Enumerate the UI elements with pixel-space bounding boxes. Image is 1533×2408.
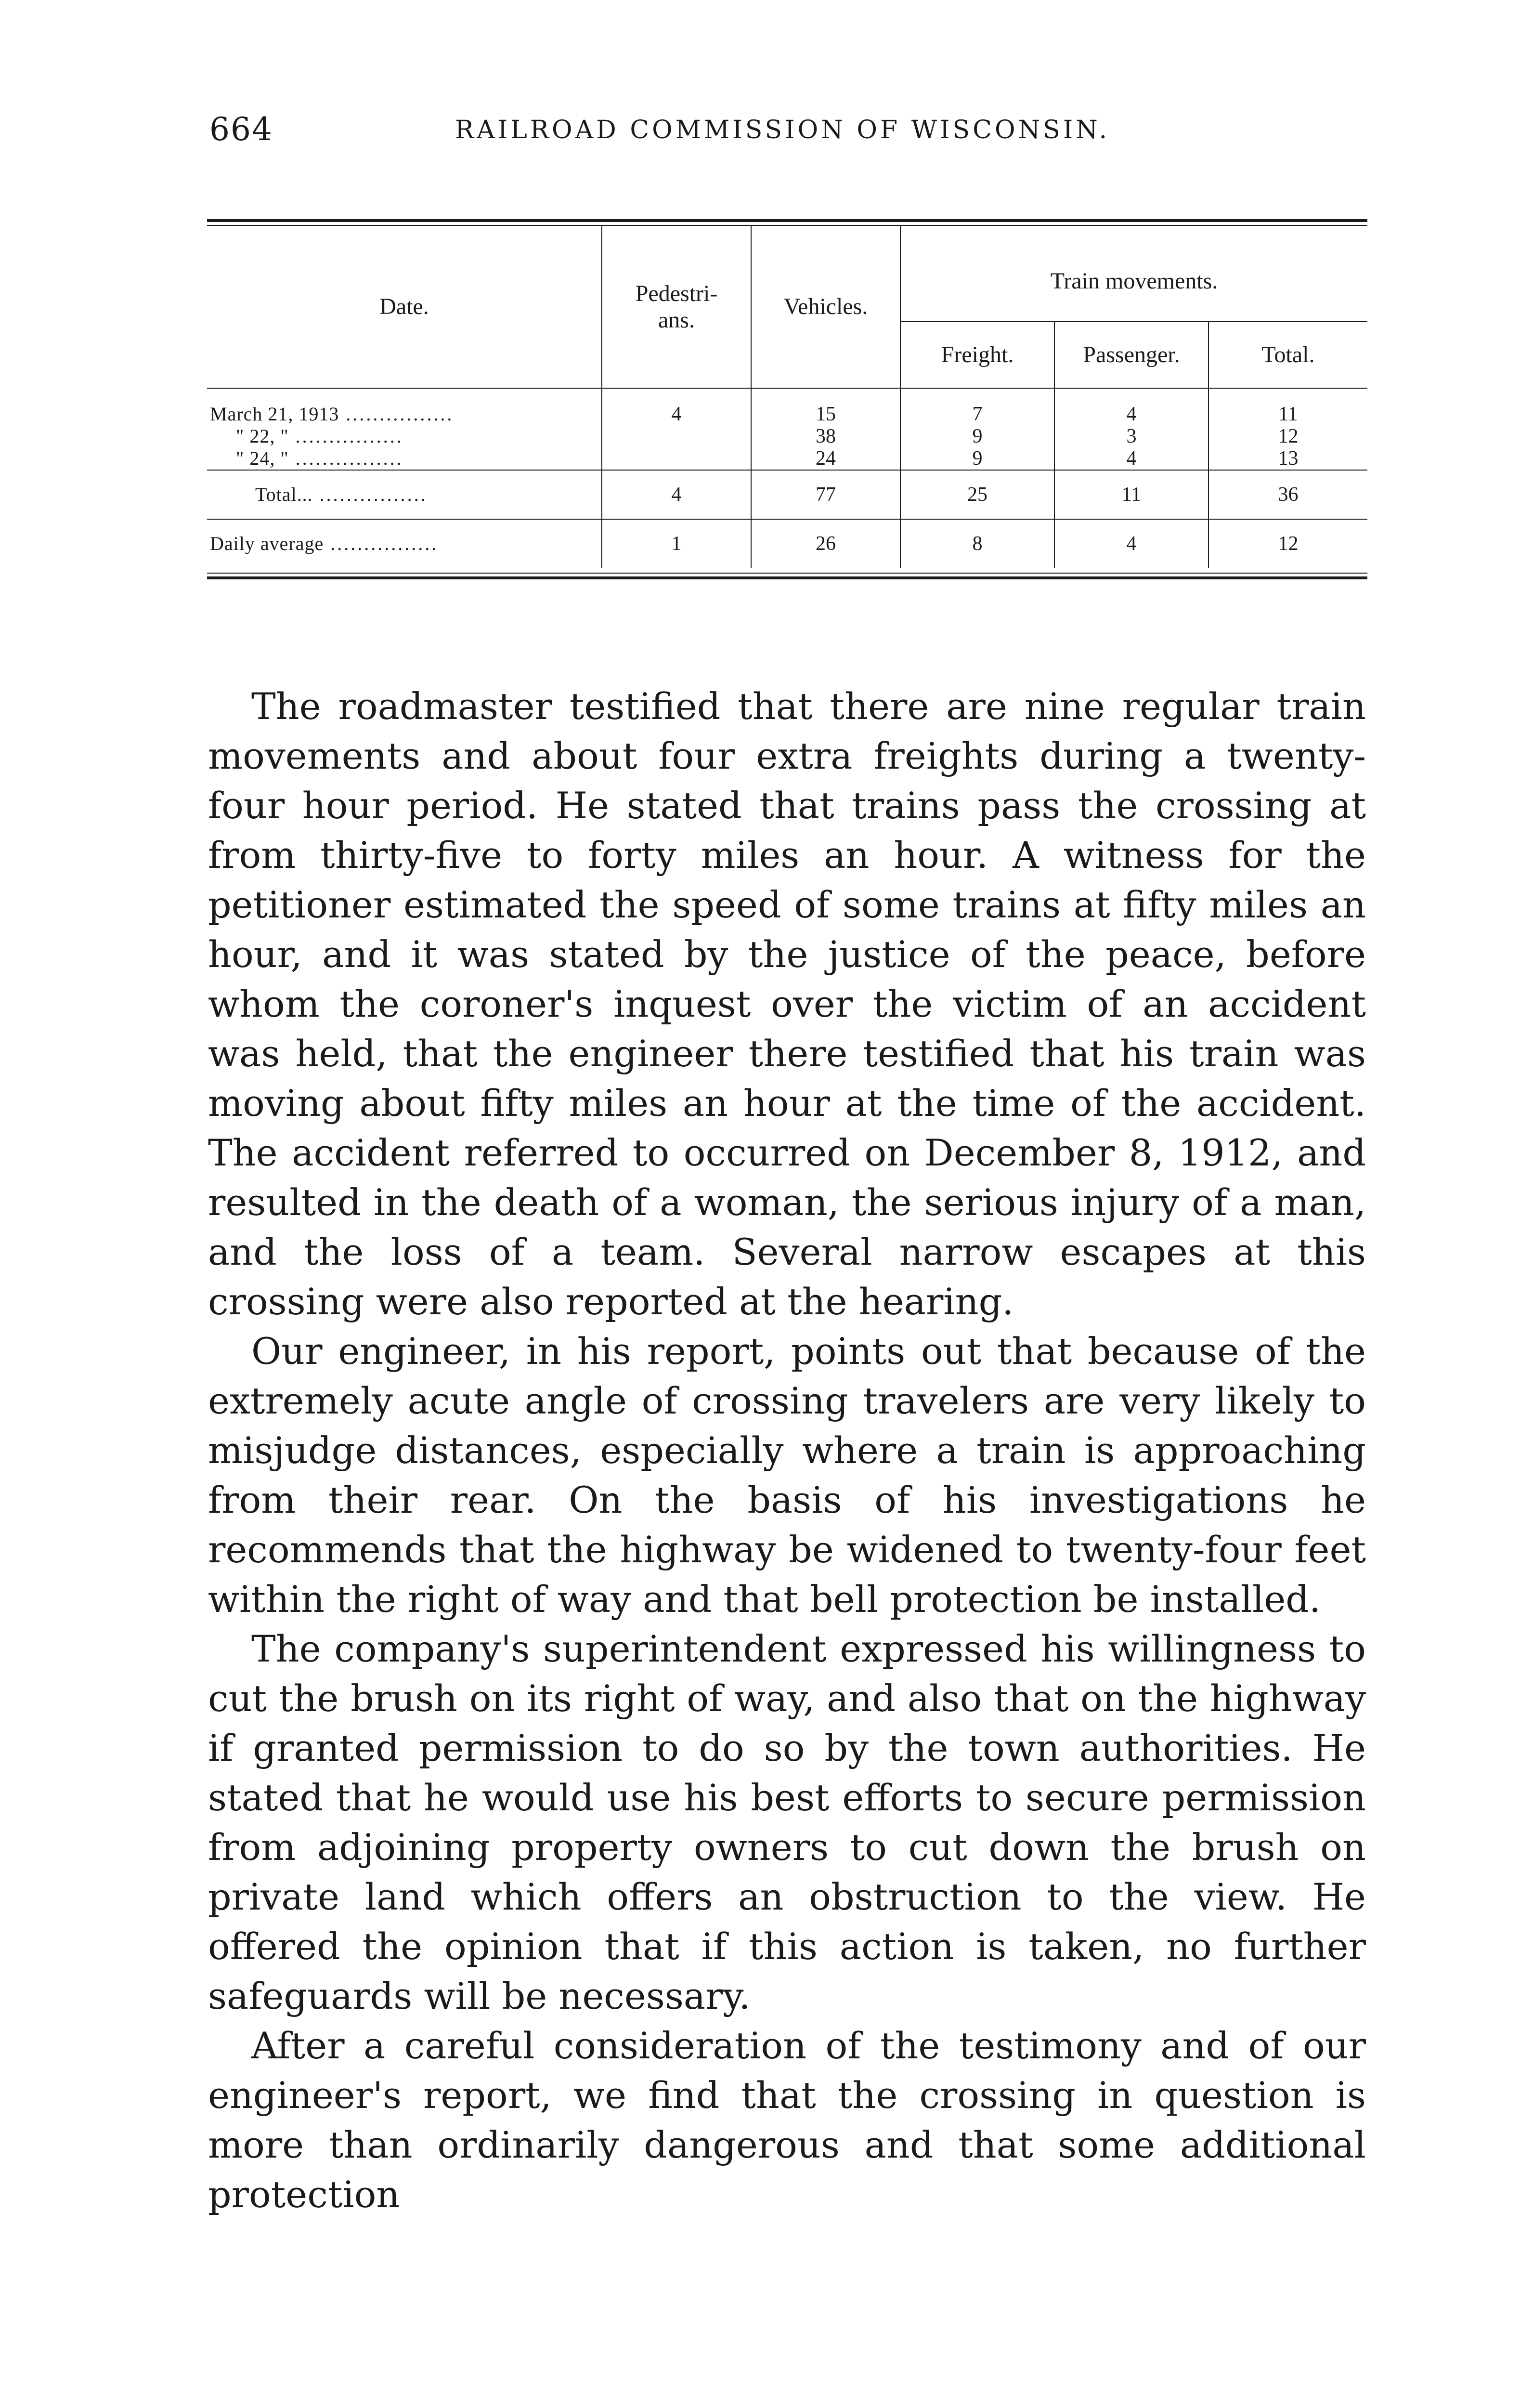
- cell-passenger: 4: [1054, 447, 1208, 470]
- traffic-count-table: [207, 219, 1367, 579]
- table-row: [207, 447, 1367, 470]
- total-vehicles: 77: [751, 470, 900, 519]
- table-row: [207, 425, 1367, 447]
- cell-freight: 9: [900, 425, 1054, 447]
- col-header-pedestrians: Pedestri- ans.: [602, 226, 751, 388]
- total-label: Total...: [255, 484, 313, 505]
- total-pedestrians: 4: [602, 470, 751, 519]
- traffic-table: [207, 226, 1367, 568]
- cell-passenger: 3: [1054, 425, 1208, 447]
- row-date: March 21, 1913: [210, 403, 339, 425]
- cell-vehicles: 15: [751, 388, 900, 425]
- average-pedestrians: 1: [602, 519, 751, 568]
- row-date: " 22, ": [236, 425, 289, 447]
- paragraph: Our engineer, in his report, points out that because of the extremely acute angle of crossing travelers are very likely to misjudge distances, especially where a train is approaching from their rear. On the basis of his investigations he recommends that the highway be widened to twenty-four feet within the right of way and that bell protection be installed.: [208, 1330, 1366, 1621]
- cell-pedestrians: 4: [602, 388, 751, 425]
- table-row: [207, 388, 1367, 425]
- col-header-freight: Freight.: [900, 322, 1054, 388]
- col-header-passenger: Passenger.: [1054, 322, 1208, 388]
- average-vehicles: 26: [751, 519, 900, 568]
- cell-total: 12: [1208, 425, 1367, 447]
- cell-pedestrians: [602, 447, 751, 470]
- cell-vehicles: 38: [751, 425, 900, 447]
- total-total: 36: [1208, 470, 1367, 519]
- cell-freight: 9: [900, 447, 1054, 470]
- paragraph: The company's superintendent expressed his willingness to cut the brush on its right of way, and also that on the highway if granted permission to do so by the town authorities. He stated that he would use his best efforts to secure permission from adjoining property owners to cut down the brush on private land which offers an obstruction to the view. He offered the opinion that if this action is taken, no further safeguards will be necessary.: [208, 1627, 1366, 2017]
- page-number: 664: [209, 111, 273, 148]
- cell-vehicles: 24: [751, 447, 900, 470]
- cell-freight: 7: [900, 388, 1054, 425]
- cell-total: 11: [1208, 388, 1367, 425]
- table-bottom-rule: [207, 576, 1367, 579]
- cell-total: 13: [1208, 447, 1367, 470]
- cell-pedestrians: [602, 425, 751, 447]
- total-freight: 25: [900, 470, 1054, 519]
- col-header-vehicles: Vehicles.: [751, 226, 900, 388]
- table-top-rule: [207, 219, 1367, 222]
- average-total: 12: [1208, 519, 1367, 568]
- col-header-total: Total.: [1208, 322, 1367, 388]
- table-total-row: [207, 470, 1367, 519]
- col-header-train-movements: Train movements.: [900, 226, 1367, 322]
- average-label: Daily average: [210, 533, 324, 554]
- table-bottom-rule-thin: [207, 573, 1367, 574]
- running-head: RAILROAD COMMISSION OF WISCONSIN.: [455, 116, 1110, 144]
- body-text: [208, 681, 1366, 2219]
- col-header-date: Date.: [207, 226, 602, 388]
- row-date: " 24, ": [236, 447, 289, 469]
- paragraph: The roadmaster testified that there are nine regular train movements and about four extra freights during a twenty-four hour period. He stated that trains pass the crossing at from thirty-five to forty miles an hour. A witness for the petitioner estimated the speed of some trains at fifty miles an hour, and it was stated by the justice of the peace, before whom the coroner's inquest over the victim of an accident was held, that the engineer there testified that his train was moving about fifty miles an hour at the time of the accident. The accident referred to occurred on December 8, 1912, and resulted in the death of a woman, the serious injury of a man, and the loss of a team. Several narrow escapes at this crossing were also reported at the hearing.: [208, 685, 1366, 1323]
- average-freight: 8: [900, 519, 1054, 568]
- total-passenger: 11: [1054, 470, 1208, 519]
- table-average-row: [207, 519, 1367, 568]
- cell-passenger: 4: [1054, 388, 1208, 425]
- page-header: [209, 111, 1355, 159]
- paragraph: After a careful consideration of the testimony and of our engineer's report, we find that the crossing in question is more than ordinarily dangerous and that some additional protection: [208, 2024, 1366, 2216]
- average-passenger: 4: [1054, 519, 1208, 568]
